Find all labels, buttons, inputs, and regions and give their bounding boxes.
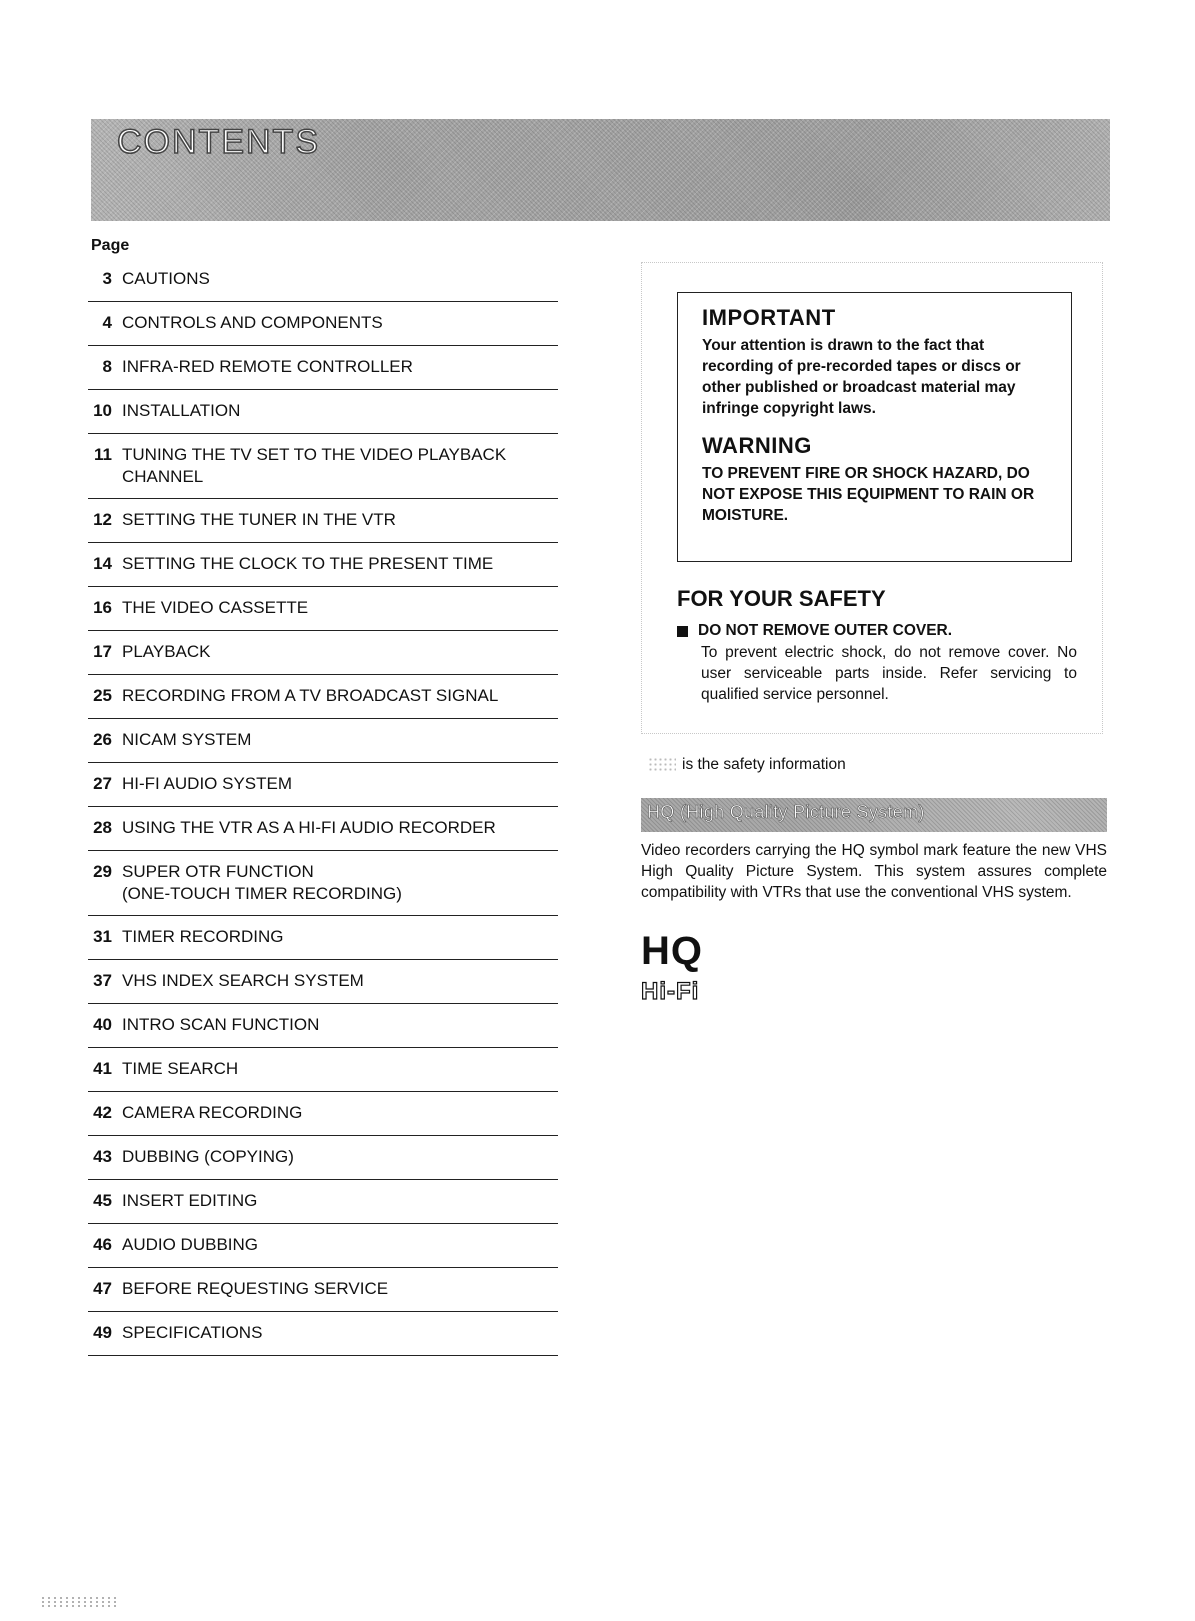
toc-row: [88, 396, 558, 434]
toc-entry-title: [122, 1102, 558, 1124]
toc-entry-line: SETTING THE TUNER IN THE VTR: [122, 510, 396, 529]
toc-page-number: 27: [93, 774, 112, 793]
toc-row: [88, 1142, 558, 1180]
toc-entry-line: AUDIO DUBBING: [122, 1235, 259, 1254]
toc-entry-line: DUBBING (COPYING): [122, 1147, 294, 1166]
table-of-contents: [88, 264, 558, 1356]
toc-entry-line: INFRA-RED REMOTE CONTROLLER: [122, 357, 413, 376]
toc-entry-line: SUPER OTR FUNCTION: [122, 862, 314, 881]
toc-entry-title: [122, 553, 558, 575]
toc-page-number: 4: [102, 313, 112, 332]
toc-row: [88, 593, 558, 631]
toc-entry-title: [122, 400, 558, 422]
toc-entry-title: [122, 509, 558, 531]
toc-page-number: 46: [93, 1235, 112, 1254]
toc-row: [88, 1230, 558, 1268]
toc-page-number: 25: [93, 686, 112, 705]
toc-entry-title: [122, 268, 558, 290]
toc-row: [88, 549, 558, 587]
toc-row: [88, 725, 558, 763]
toc-row: [88, 857, 558, 916]
important-box: [677, 292, 1072, 562]
page-column-label: Page: [91, 237, 130, 254]
toc-entry-line: INSERT EDITING: [122, 1191, 258, 1210]
toc-page-number: 12: [93, 510, 112, 529]
toc-entry-title: [122, 1190, 558, 1212]
toc-entry-line: BEFORE REQUESTING SERVICE: [122, 1279, 389, 1298]
safety-note: [648, 756, 846, 774]
important-heading: IMPORTANT: [702, 305, 836, 330]
toc-page-number: 43: [93, 1147, 112, 1166]
toc-entry-line: INSTALLATION: [122, 401, 241, 420]
safety-note-text: is the safety information: [682, 756, 846, 773]
toc-row: [88, 966, 558, 1004]
toc-entry-title: [122, 597, 558, 619]
toc-entry-line: CAMERA RECORDING: [122, 1103, 303, 1122]
safety-heading: FOR YOUR SAFETY: [677, 586, 886, 611]
contents-banner: [91, 119, 1110, 221]
toc-page-number: 14: [93, 554, 112, 573]
toc-page-number: 42: [93, 1103, 112, 1122]
toc-row: [88, 440, 558, 499]
toc-entry-line: VHS INDEX SEARCH SYSTEM: [122, 971, 364, 990]
toc-entry-line: CHANNEL: [122, 467, 204, 486]
warning-heading: WARNING: [702, 433, 812, 458]
scan-speck: [40, 1596, 120, 1608]
toc-row: [88, 1098, 558, 1136]
bullet-square-icon: [677, 626, 688, 637]
warning-text: TO PREVENT FIRE OR SHOCK HAZARD, DO NOT EXPOSE THIS EQUIPMENT TO RAIN OR MOISTURE.: [702, 465, 1035, 524]
toc-entry-title: [122, 1058, 558, 1080]
toc-entry-line: SPECIFICATIONS: [122, 1323, 263, 1342]
toc-entry-title: [122, 1322, 558, 1344]
toc-entry-line: SETTING THE CLOCK TO THE PRESENT TIME: [122, 554, 494, 573]
toc-page-number: 28: [93, 818, 112, 837]
hq-banner: [641, 798, 1107, 832]
toc-page-number: 10: [93, 401, 112, 420]
toc-entry-line: TIMER RECORDING: [122, 927, 284, 946]
toc-page-number: 47: [93, 1279, 112, 1298]
toc-page-number: 29: [93, 862, 112, 881]
toc-entry-title: [122, 1014, 558, 1036]
toc-row: [88, 681, 558, 719]
toc-entry-title: [122, 1278, 558, 1300]
toc-entry-title: [122, 641, 558, 663]
safety-section: [677, 586, 1077, 705]
toc-entry-line: (ONE-TOUCH TIMER RECORDING): [122, 884, 402, 903]
toc-entry-line: USING THE VTR AS A HI-FI AUDIO RECORDER: [122, 818, 496, 837]
toc-entry-line: RECORDING FROM A TV BROADCAST SIGNAL: [122, 686, 499, 705]
toc-entry-line: PLAYBACK: [122, 642, 211, 661]
toc-entry-line: TUNING THE TV SET TO THE VIDEO PLAYBACK: [122, 445, 507, 464]
toc-entry-line: THE VIDEO CASSETTE: [122, 598, 309, 617]
toc-row: [88, 813, 558, 851]
toc-page-number: 8: [102, 357, 112, 376]
toc-row: [88, 1054, 558, 1092]
toc-page-number: 11: [94, 445, 112, 464]
hq-logo: HQ: [641, 929, 703, 973]
safety-subheading: [677, 622, 1077, 640]
toc-row: [88, 1010, 558, 1048]
toc-entry-title: [122, 356, 558, 378]
toc-row: [88, 264, 558, 302]
toc-entry-title: [122, 970, 558, 992]
toc-row: [88, 352, 558, 390]
toc-page-number: 49: [93, 1323, 112, 1342]
toc-entry-title: [122, 1146, 558, 1168]
toc-page-number: 16: [93, 598, 112, 617]
toc-row: [88, 922, 558, 960]
toc-page-number: 41: [93, 1059, 112, 1078]
important-text: Your attention is drawn to the fact that recording of pre-recorded tapes or discs or other published or broadcast material may infringe copyright laws.: [702, 337, 1021, 417]
hq-banner-title: HQ (High Quality Picture System): [647, 802, 925, 822]
hq-description: Video recorders carrying the HQ symbol mark feature the new VHS High Quality Picture System. This system assures complete compatibility with VTRs that use the conventional VHS system.: [641, 842, 1107, 901]
toc-entry-title: [122, 685, 558, 707]
toc-row: [88, 769, 558, 807]
toc-entry-title: [122, 312, 558, 334]
contents-title: CONTENTS: [117, 123, 320, 161]
toc-row: [88, 505, 558, 543]
toc-entry-title: [122, 444, 558, 488]
toc-entry-line: NICAM SYSTEM: [122, 730, 252, 749]
toc-row: [88, 1186, 558, 1224]
toc-page-number: 40: [93, 1015, 112, 1034]
toc-entry-title: [122, 926, 558, 948]
toc-entry-line: INTRO SCAN FUNCTION: [122, 1015, 320, 1034]
hifi-logo: Hi-Fi: [641, 978, 700, 1005]
toc-page-number: 37: [93, 971, 112, 990]
toc-entry-title: [122, 817, 558, 839]
toc-entry-line: CAUTIONS: [122, 269, 210, 288]
toc-row: [88, 1318, 558, 1356]
toc-entry-title: [122, 729, 558, 751]
toc-entry-line: TIME SEARCH: [122, 1059, 239, 1078]
safety-mark-icon: [648, 757, 676, 773]
toc-row: [88, 1274, 558, 1312]
safety-subheading-text: DO NOT REMOVE OUTER COVER.: [698, 622, 953, 639]
toc-entry-title: [122, 861, 558, 905]
toc-entry-line: HI-FI AUDIO SYSTEM: [122, 774, 293, 793]
toc-page-number: 3: [102, 269, 112, 288]
toc-row: [88, 637, 558, 675]
toc-entry-line: CONTROLS AND COMPONENTS: [122, 313, 383, 332]
toc-page-number: 45: [93, 1191, 112, 1210]
safety-text: To prevent electric shock, do not remove cover. No user serviceable parts inside. Refer servicing to qualified service personnel.: [701, 644, 1077, 703]
toc-page-number: 26: [93, 730, 112, 749]
toc-page-number: 31: [93, 927, 112, 946]
toc-entry-title: [122, 1234, 558, 1256]
toc-row: [88, 308, 558, 346]
toc-entry-title: [122, 773, 558, 795]
toc-page-number: 17: [93, 642, 112, 661]
